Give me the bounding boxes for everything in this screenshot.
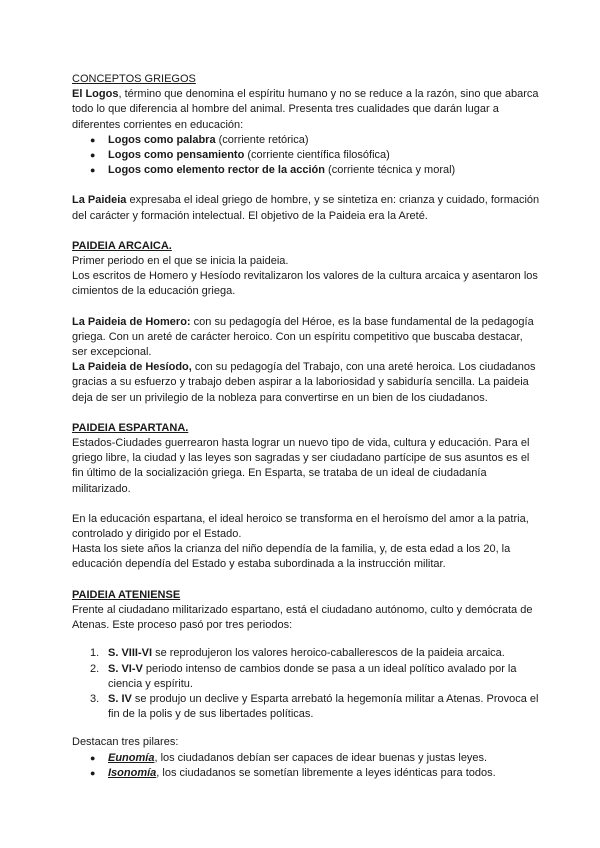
periods-list: [72, 646, 540, 722]
ateniense-p1: Frente al ciudadano militarizado espartano, está el ciudadano autónomo, culto y demócrata de Atenas. Este proceso pasó por tres periodos:: [72, 603, 533, 632]
logos-paragraph: [72, 87, 540, 133]
pilares-intro: Destacan tres pilares:: [72, 736, 179, 749]
arcaica-p2: Los escritos de Homero y Hesíodo revitalizaron los valores de la cultura arcaica y asentaron los cimientos de la educación griega.: [72, 270, 538, 298]
list-item: ● Isonomía, los ciudadanos se sometían libremente a leyes idénticas para todos.: [72, 766, 540, 781]
espartana-p3: Hasta los siete años la crianza del niño dependía de la familia, y, de esta edad a los 20, la educación dependía del Estado y estaba subordinada a la instrucción militar.: [72, 543, 511, 571]
hesiodo-paragraph: La Paideia de Hesíodo, con su pedagogía del Trabajo, con una areté heroica. Los ciudadanos gracias a su esfuerzo y trabajo deben aspirar a la laboriosidad y sabiduría sencilla. La paideia deja de ser un privilegio de la nobleza para convertirse en un bien de los ciudadanos.: [72, 361, 536, 404]
document-title: CONCEPTOS GRIEGOS: [72, 73, 196, 85]
homero-paragraph: La Paideia de Homero: con su pedagogía del Héroe, es la base fundamental de la pedagogía griega. Con un areté de carácter heroico. Con un espíritu competitivo que buscaba destacar, ser excepcional.: [72, 315, 534, 359]
arcaica-p1: Primer periodo en el que se inicia la paideia.: [72, 255, 289, 268]
logos-term: El Logos: [72, 88, 119, 101]
espartana-p2: En la educación espartana, el ideal heroico se transforma en el heroísmo del amor a la patria, controlado y dirigido por el Estado.: [72, 512, 529, 541]
list-item: 3. S. IV se produjo un declive y Esparta arrebató la hegemonía militar a Atenas. Provoca el fin de la polis y de sus libertades políticas.: [90, 692, 539, 721]
paideia-term: La Paideia: [72, 194, 127, 207]
logos-text: , término que denomina el espíritu humano y no se reduce a la razón, sino que abarca todo lo que diferencia al hombre del animal. Presenta tres cualidades que darán lugar a diferentes corrientes en educación:: [72, 88, 539, 131]
list-item: ● Logos como elemento rector de la acción (corriente técnica y moral): [72, 163, 540, 178]
arcaica-heading: PAIDEIA ARCAICA.: [72, 239, 172, 252]
logos-list: [72, 133, 540, 179]
espartana-p1: Estados-Ciudades guerrearon hasta lograr un nuevo tipo de vida, cultura y educación. Para el griego libre, la ciudad y las leyes son sagradas y ser ciudadano partícipe de sus asuntos es el fin último de la socialización griega. En Esparta, se trataba de un ideal de ciudadanía militarizado.: [72, 437, 530, 495]
list-item: ● Eunomía, los ciudadanos debían ser capaces de idear buenas y justas leyes.: [72, 751, 540, 766]
list-item: 2. S. VI-V periodo intenso de cambios donde se pasa a un ideal político avalado por la ciencia y espíritu.: [90, 662, 517, 690]
paideia-paragraph: La Paideia expresaba el ideal griego de hombre, y se sintetiza en: crianza y cuidado, formación del carácter y formación intelectual. El objetivo de la Paideia era la Areté.: [72, 194, 540, 222]
pilares-list: [72, 751, 540, 781]
ateniense-heading: PAIDEIA ATENIENSE: [72, 588, 181, 601]
espartana-heading: PAIDEIA ESPARTANA.: [72, 421, 189, 434]
list-item: 1. S. VIII-VI se reprodujeron los valores heroico-caballerescos de la paideia arcaica.: [90, 647, 505, 660]
list-item: ● Logos como pensamiento (corriente científica filosófica): [72, 148, 540, 163]
list-item: ● Logos como palabra (corriente retórica): [72, 133, 540, 148]
